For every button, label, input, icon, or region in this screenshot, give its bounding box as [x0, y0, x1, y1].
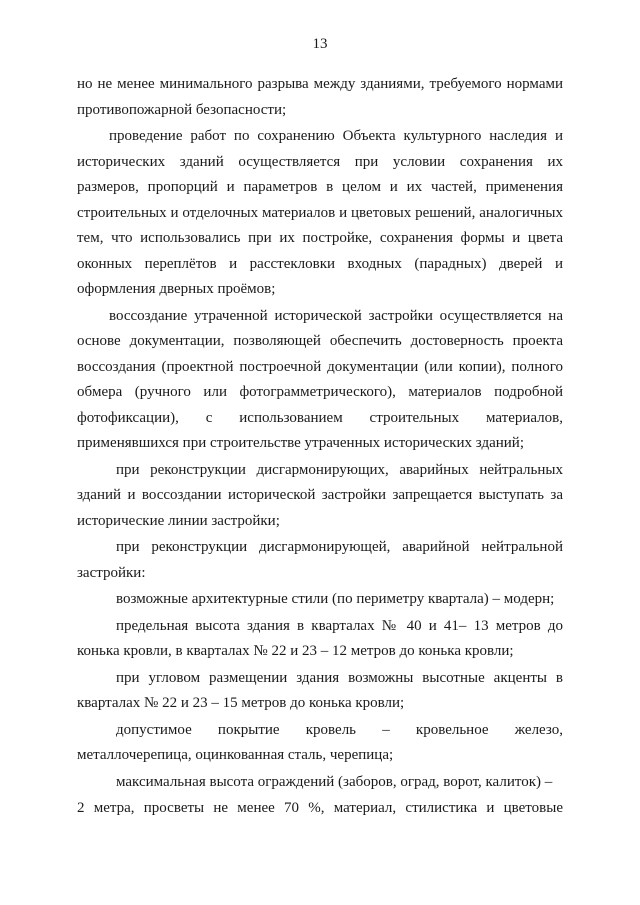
paragraph-corner-accents: при угловом размещении здания возможны высотные акценты в кварталах № 22 и 23 – 15 метров до конька кровли;	[77, 669, 563, 711]
paragraph-reconstruction-lost-buildings: воссоздание утраченной исторической застройки осуществляется на основе документации, позволяющей обеспечить достоверность проекта воссоздания (проектной построечной документации (или копии), полного обмера (ручного или фотограмметрического), материалов подробной фотофиксации), с использованием строительных материалов, применявшихся при строительстве утраченных исторических зданий;	[77, 307, 563, 451]
paragraph-preservation-works: проведение работ по сохранению Объекта культурного наследия и исторических зданий осуществляется при условии сохранения их размеров, пропорций и параметров в целом и их частей, применения строительных и отделочных материалов и цветовых решений, аналогичных тем, что использовались при их постройке, сохранения формы и цвета оконных переплётов и расстекловки входных (парадных) дверей и оформления дверных проёмов;	[77, 128, 563, 297]
paragraph-fire-safety-gap: но не менее минимального разрыва между зданиями, требуемого нормами противопожарной безопасности;	[77, 76, 563, 118]
paragraph-fence-height: максимальная высота ограждений (заборов, оград, ворот, калиток) –	[116, 773, 553, 790]
paragraph-building-lines: при реконструкции дисгармонирующих, аварийных нейтральных зданий и воссоздании исторической застройки запрещается выступать за исторические линии застройки;	[77, 461, 563, 529]
page-number: 13	[312, 36, 328, 52]
paragraph-architectural-styles: возможные архитектурные стили (по периметру квартала) – модерн;	[116, 591, 555, 607]
paragraph-fence-details: 2 метра, просветы не менее 70 %, материал, стилистика и цветовые	[77, 800, 563, 816]
paragraph-height-limits: предельная высота здания в кварталах № 40 и 41– 13 метров до конька кровли, в кварталах № 22 и 23 – 12 метров до конька кровли;	[77, 617, 563, 659]
paragraph-reconstruction-conditions: при реконструкции дисгармонирующей, аварийной нейтральной застройки:	[77, 539, 563, 581]
paragraph-roofing: допустимое покрытие кровель – кровельное железо, металлочерепица, оцинкованная сталь, черепица;	[77, 721, 563, 763]
document-body	[77, 72, 563, 822]
